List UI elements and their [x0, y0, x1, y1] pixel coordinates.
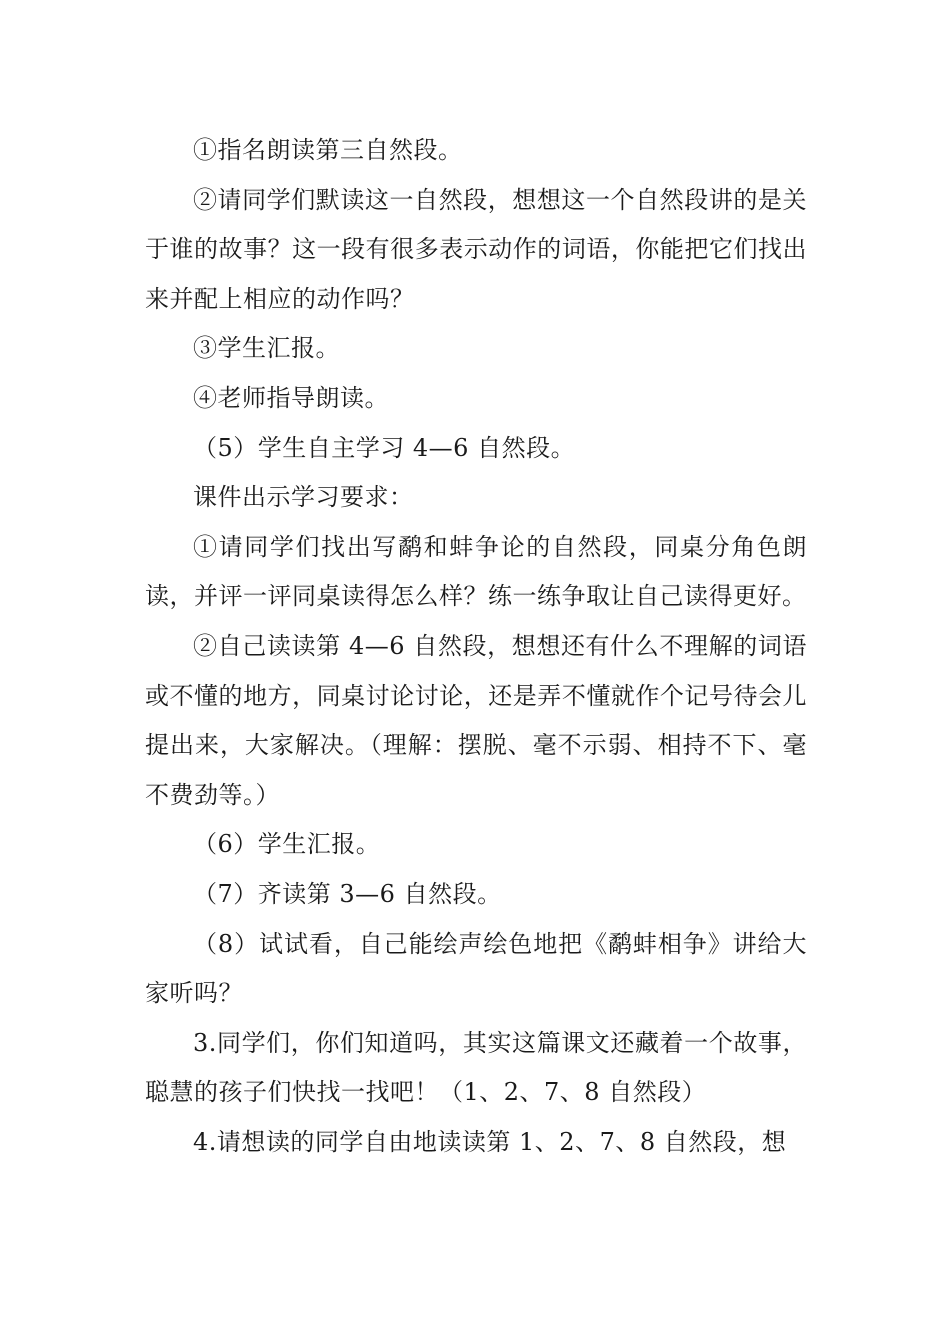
paragraph: （8）试试看，自己能绘声绘色地把《鹬蚌相争》讲给大家听吗？: [145, 929, 807, 1008]
paragraph: 3.同学们，你们知道吗，其实这篇课文还藏着一个故事，聪慧的孩子们快找一找吧！（1、2、7、8 自然段）: [145, 1028, 807, 1107]
paragraph: （5）学生自主学习 4—6 自然段。: [193, 433, 576, 462]
paragraph: 课件出示学习要求：: [193, 483, 414, 512]
paragraph: （7）齐读第 3—6 自然段。: [193, 879, 502, 908]
paragraph: 4.请想读的同学自由地读读第 1、2、7、8 自然段，想: [193, 1127, 787, 1156]
paragraph: （6）学生汇报。: [193, 830, 381, 859]
paragraph: ④老师指导朗读。: [193, 383, 389, 412]
paragraph: ②自己读读第 4—6 自然段，想想还有什么不理解的词语或不懂的地方，同桌讨论讨论，还是弄不懂就作个记号待会儿提出来，大家解决。（理解：摆脱、毫不示弱、相持不下、毫不费劲等。）: [145, 631, 807, 809]
paragraph: ①请同学们找出写鹬和蚌争论的自然段，同桌分角色朗读，并评一评同桌读得怎么样？练一练争取让自己读得更好。: [145, 532, 807, 611]
paragraph: ②请同学们默读这一自然段，想想这一个自然段讲的是关于谁的故事？这一段有很多表示动作的词语，你能把它们找出来并配上相应的动作吗？: [145, 185, 807, 313]
paragraph: ①指名朗读第三自然段。: [193, 136, 463, 164]
paragraph: ③学生汇报。: [193, 334, 340, 363]
document-body: [145, 126, 807, 1167]
